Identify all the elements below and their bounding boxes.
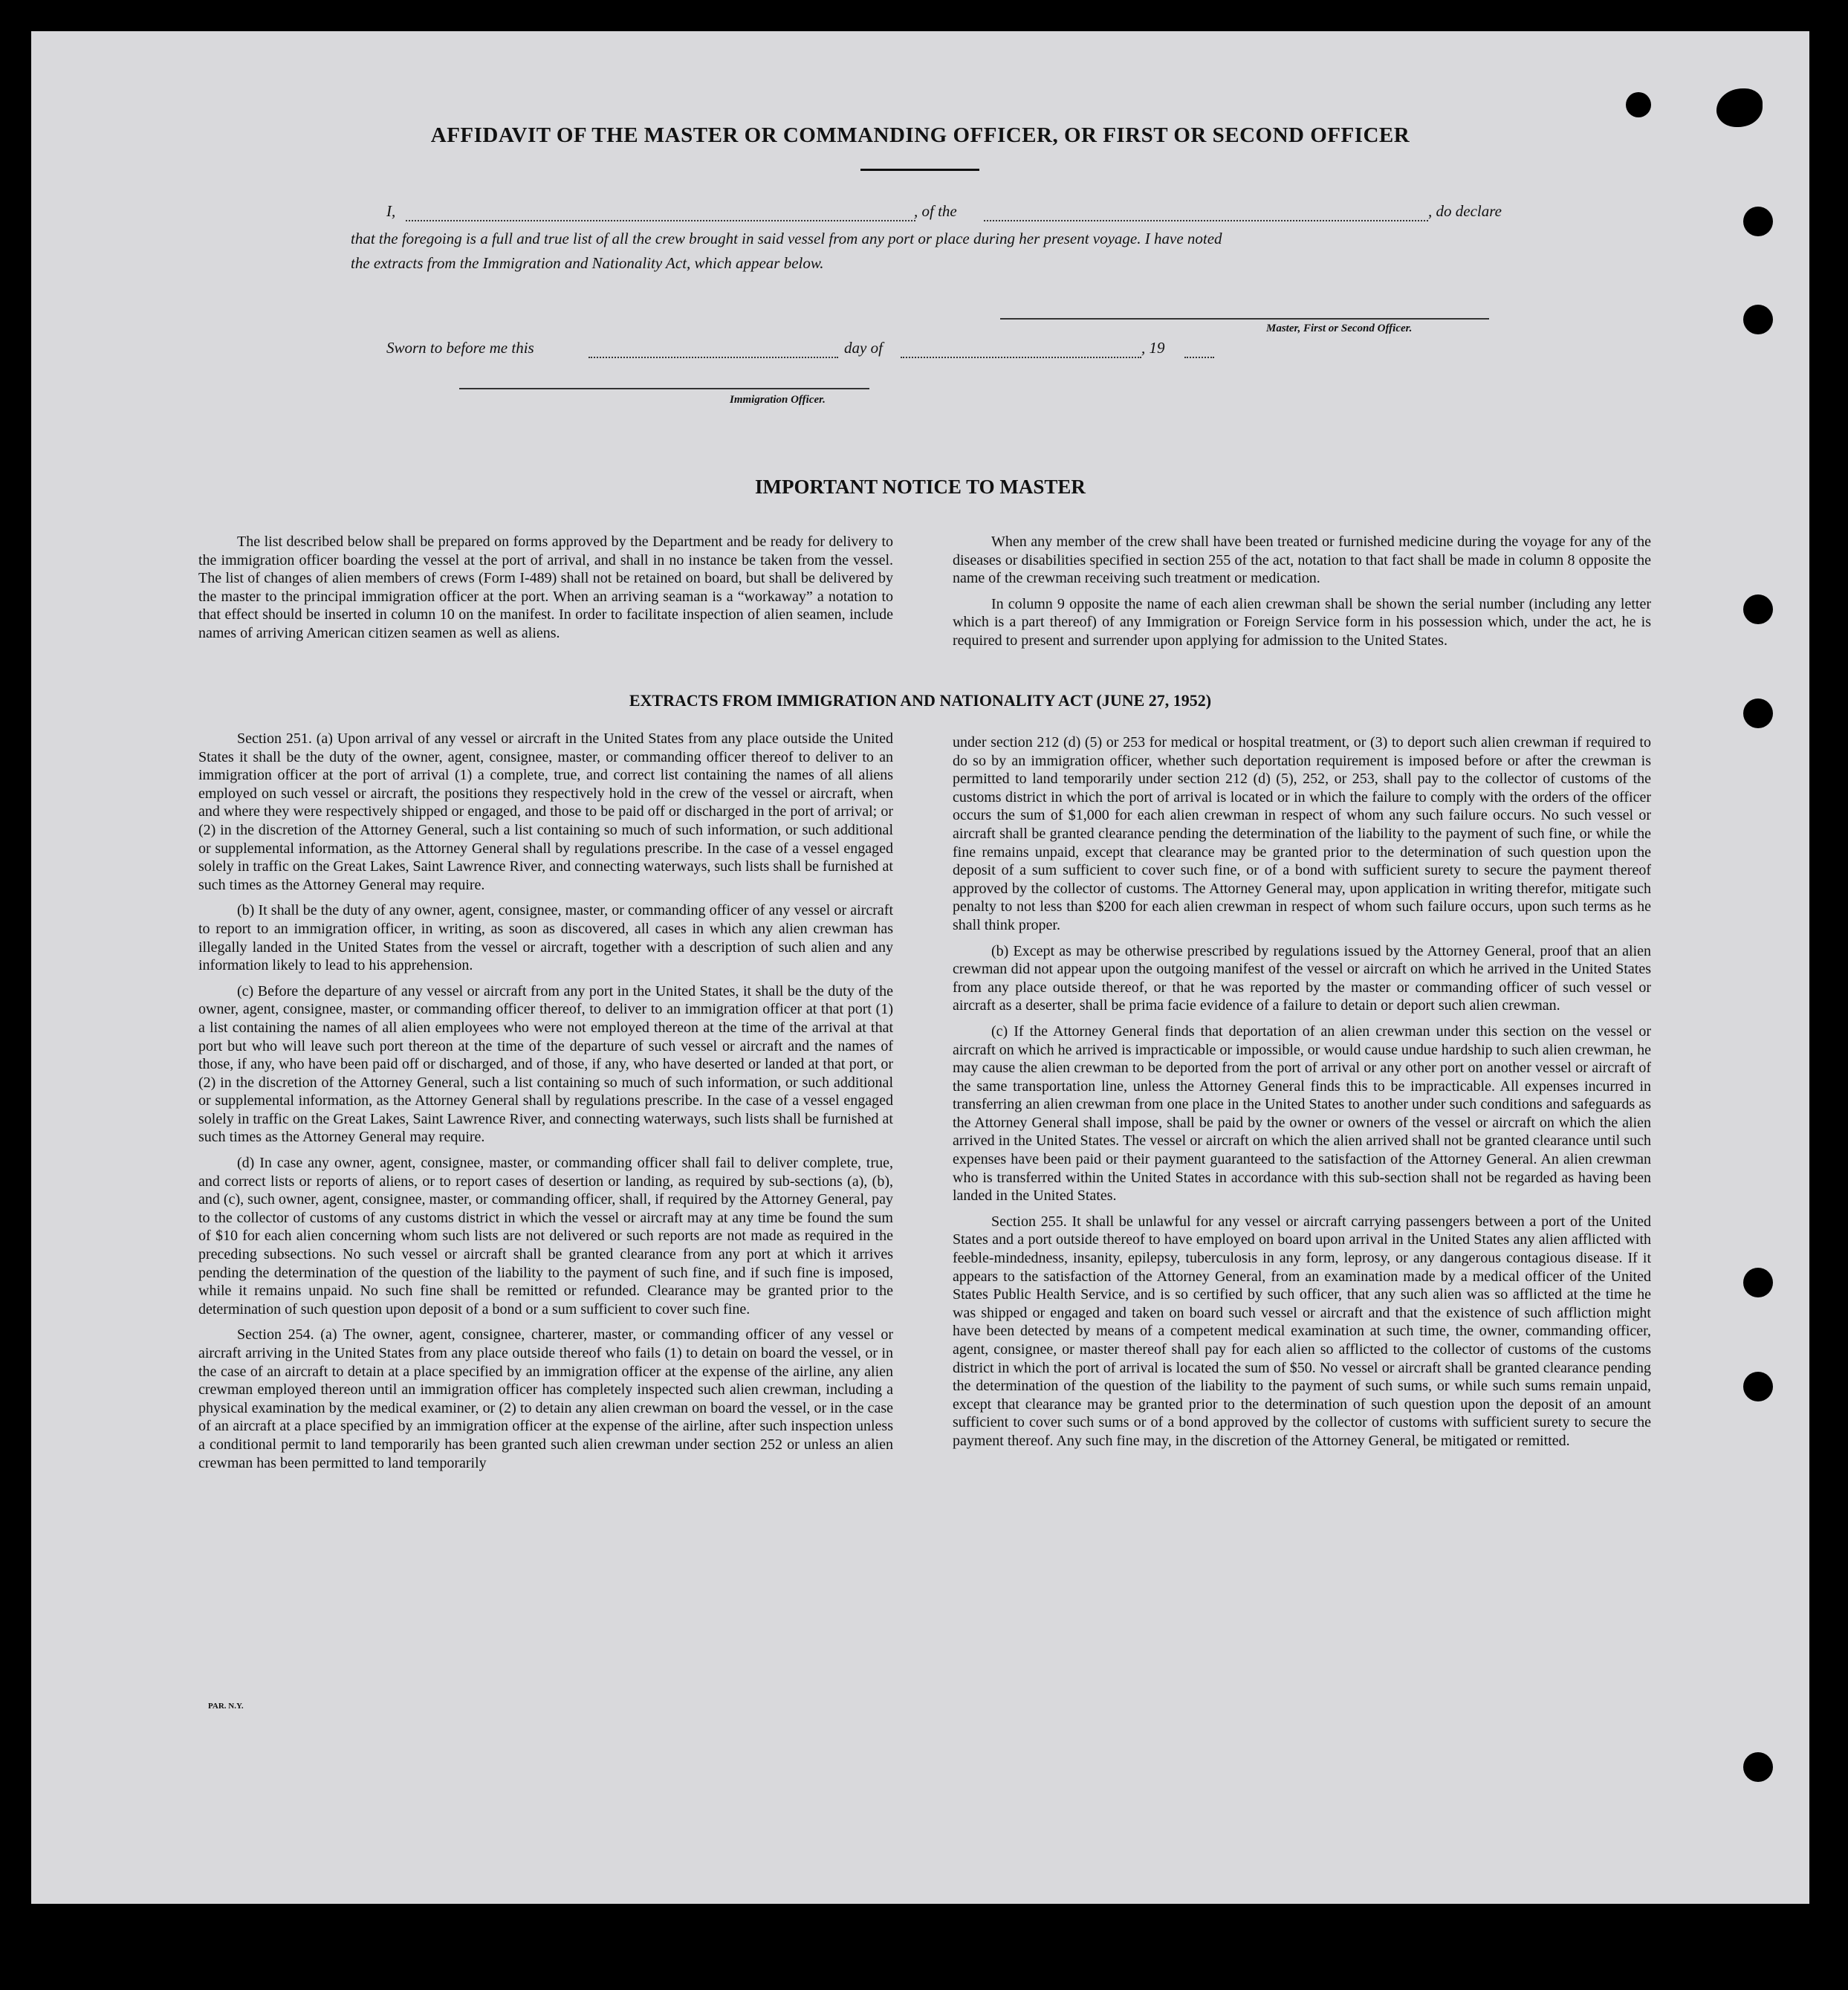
- extracts-title: EXTRACTS FROM IMMIGRATION AND NATIONALITY ACT (JUNE 27, 1952): [629, 691, 1212, 710]
- act-paragraph: (c) If the Attorney General finds that deportation of an alien crewman under this section on the vessel or aircraft on which he arrived is impracticable or impossible, or would cause undue hardship to such alien crewman, he may cause the alien crewman to be deported from the port of arrival or any other port on another vessel or aircraft of the same transportation line, unless the Attorney General finds this to be impracticable. All expenses incurred in transferring an alien crewman from one place in the United States to another under such conditions and safeguards as the Attorney General shall impose, shall be paid by the owner or owners of the vessel or aircraft on which the alien arrived in the United States. The vessel or aircraft on which the alien arrived shall not be granted clearance until such expenses have been paid or their payment guaranteed to the satisfaction of the Attorney General. An alien crewman who is transferred within the United States in accordance with this sub-section shall not be regarded as having been landed in the United States.: [953, 1022, 1651, 1205]
- notice-left-column: [198, 533, 893, 650]
- act-paragraph: (c) Before the departure of any vessel or aircraft from any port in the United States, it shall be the duty of the owner, agent, consignee, master, or commanding officer thereof, to deliver to an immigration officer at that port (1) a list containing the names of all alien employees who were not employed thereon at the time of the arrival at that port but who will leave such port thereon at the time of the departure of such vessel or aircraft and the names of those, if any, who have been paid off or discharged, and of those, if any, who have deserted or landed at that port, or (2) in the discretion of the Attorney General, such a list containing so much of such information, or such additional or supplemental information, as the Attorney General shall by regulations prescribe. In the case of a vessel engaged solely in traffic on the Great Lakes, Saint Lawrence River, and connecting waterways, such lists shall be furnished at such times as the Attorney General may require.: [198, 982, 893, 1146]
- extracts-left-column: [198, 730, 893, 1479]
- master-signature-label: Master, First or Second Officer.: [1266, 323, 1413, 334]
- binder-hole: [1743, 594, 1773, 624]
- affidavit-title: AFFIDAVIT OF THE MASTER OR COMMANDING OFFICER, OR FIRST OR SECOND OFFICER: [430, 123, 1410, 147]
- extracts-right-column: [953, 733, 1651, 1458]
- master-signature-line[interactable]: [1000, 318, 1489, 320]
- act-paragraph: Section 251. (a) Upon arrival of any vessel or aircraft in the United States from any place outside the United States it shall be the duty of the owner, agent, consignee, master, or commanding officer thereof to deliver to an immigration officer at the port of arrival (1) a complete, true, and correct list containing the names of all aliens employed on such vessel or aircraft, the positions they respectively hold in the crew of the vessel or aircraft, when and where they were respectively shipped or engaged, and those to be paid off or discharged in the port of arrival; or (2) in the discretion of the Attorney General, such a list containing so much of such information, or such additional or supplemental information, as the Attorney General shall by regulations prescribe. In the case of a vessel engaged solely in traffic on the Great Lakes, Saint Lawrence River, and connecting waterways, such lists shall be furnished at such times as the Attorney General may require.: [198, 730, 893, 893]
- act-paragraph: (b) Except as may be otherwise prescribed by regulations issued by the Attorney General, proof that an alien crewman did not appear upon the outgoing manifest of the vessel or aircraft on which he arrived in the United States from any place outside thereof, or that he was reported by the master or commanding officer of such vessel or aircraft as a deserter, shall be prima facie evidence of a failure to detain or deport such alien crewman.: [953, 942, 1651, 1014]
- form-page: [31, 31, 1809, 1904]
- binder-hole: [1743, 1752, 1773, 1782]
- act-paragraph: (d) In case any owner, agent, consignee, master, or commanding officer shall fail to deliver complete, true, and correct lists or reports of aliens, or to report cases of desertion or landing, as required by sub-sections (a), (b), and (c), such owner, agent, consignee, master, or commanding officer, shall, if required by the Attorney General, pay to the collector of customs of any customs district in which the vessel or aircraft may at any time be found the sum of $10 for each alien concerning whom such lists are not delivered or such reports are not made as required in the preceding subsections. No such vessel or aircraft shall be granted clearance from any port at which it arrives pending the determination of the question of the liability to the payment of such fine, and if such fine is imposed, while it remains unpaid. No such fine shall be remitted or refunded. Clearance may be granted prior to the determination of such question upon deposit of a bond or a sum sufficient to cover such fine.: [198, 1155, 893, 1318]
- year-field[interactable]: [1184, 357, 1214, 358]
- act-paragraph: under section 212 (d) (5) or 253 for medical or hospital treatment, or (3) to deport such alien crewman if required to do so by an immigration officer, whether such deportation requirement is imposed before or after the crewman is permitted to land temporarily under section 212 (d) (5), 252, or 253, shall pay to the collector of customs of the customs district in which the port of arrival is located or in which the failure to comply with the orders of the officer occurs the sum of $1,000 for each alien crewman in respect of whom any such failure occurs. No such vessel or aircraft shall be granted clearance pending the determination of the liability to the payment of such fine, or while the fine remains unpaid, except that clearance may be granted prior to the determination of such question upon the deposit of a sum sufficient to cover such fine, or of a bond with sufficient surety to secure the payment thereof approved by the collector of customs. The Attorney General may, upon application in writing therefor, mitigate such penalty to not less than $200 for each alien crewman in respect of whom such failure occurs, upon such terms as he shall think proper.: [953, 734, 1651, 933]
- name-field[interactable]: [406, 220, 915, 221]
- binder-hole: [1743, 207, 1773, 236]
- officer-signature-line[interactable]: [459, 388, 869, 389]
- binder-hole: [1716, 88, 1763, 127]
- notice-title: IMPORTANT NOTICE TO MASTER: [755, 476, 1086, 498]
- notice-paragraph: The list described below shall be prepared on forms approved by the Department and be ready for delivery to the immigration officer boarding the vessel at the port of arrival, and shall in no instance be taken from the vessel. The list of changes of alien members of crews (Form I-489) shall not be retained on board, but shall be delivered by the master to the principal immigration officer at the port. When an arriving seaman is a “workaway” a notation to that effect should be inserted in column 10 on the manifest. In order to facilitate inspection of alien seamen, include names of arriving American citizen seamen as well as aliens.: [198, 534, 893, 641]
- notice-paragraph: In column 9 opposite the name of each alien crewman shall be shown the serial number (including any letter which is a part thereof) of any Immigration or Foreign Service form in his possession which, under the act, he is required to present and surrender upon applying for admission to the United States.: [953, 595, 1651, 649]
- act-paragraph: (b) It shall be the duty of any owner, agent, consignee, master, or commanding officer of any vessel or aircraft to report to an immigration officer, in writing, as soon as discovered, all cases in which any alien crewman has illegally landed in the United States from the vessel or aircraft, together with a description of such alien and any information likely to lead to his apprehension.: [198, 902, 893, 974]
- affidavit-do-declare: , do declare: [1428, 202, 1502, 220]
- act-paragraph: Section 255. It shall be unlawful for any vessel or aircraft carrying passengers between a port of the United States and a port outside thereof to have employed on board upon arrival in the United States any alien afflicted with feeble-mindedness, insanity, epilepsy, tuberculosis in any form, leprosy, or any dangerous contagious disease. If it appears to the satisfaction of the Attorney General, from an examination made by a medical officer of the United States Public Health Service, and is so certified by such officer, that any such alien was so afflicted at the time he was shipped or engaged and taken on board such vessel or aircraft and that the existence of such affliction might have been detected by means of a competent medical examination at such time, the owner, commanding officer, agent, consignee, or master thereof shall pay for each alien so afflicted to the collector of customs of the customs district in which the port of arrival is located the sum of $50. No vessel or aircraft shall be granted clearance pending the determination of the question of the liability to the payment of such sums, or while such sums remain unpaid, except that clearance may be granted prior to the determination of such question upon the deposit of an amount sufficient to cover such sums or of a bond approved by the collector of customs with sufficient surety to secure the payment thereof. Any such fine may, in the discretion of the Attorney General, be mitigated or remitted.: [953, 1213, 1651, 1449]
- title-rule: [860, 169, 979, 171]
- affidavit-of-the: , of the: [914, 202, 957, 220]
- notice-right-column: [953, 533, 1651, 658]
- year-prefix-label: , 19: [1141, 339, 1165, 357]
- binder-hole: [1743, 1372, 1773, 1401]
- notice-paragraph: When any member of the crew shall have been treated or furnished medicine during the voyage for any of the diseases or disabilities specified in section 255 of the act, notation to that fact shall be made in column 8 opposite the name of the crewman receiving such treatment or medication.: [953, 534, 1651, 587]
- act-paragraph: Section 254. (a) The owner, agent, consignee, charterer, master, or commanding officer of any vessel or aircraft arriving in the United States from any place outside thereof who fails (1) to detain on board the vessel, or in the case of an aircraft to detain at a place specified by an immigration officer at the expense of the airline, any alien crewman employed thereon until an immigration officer has completely inspected such alien crewman, including a physical examination by the medical examiner, or (2) to detain any alien crewman on board the vessel, or in the case of an aircraft at a place specified by an immigration officer at the expense of the airline, after such inspection unless a conditional permit to land temporarily has been granted such alien crewman under section 252 or unless an alien crewman has been permitted to land temporarily: [198, 1326, 893, 1471]
- binder-hole: [1743, 305, 1773, 334]
- sworn-label: Sworn to before me this: [386, 339, 534, 357]
- vessel-field[interactable]: [984, 220, 1428, 221]
- officer-signature-label: Immigration Officer.: [730, 394, 826, 406]
- binder-hole: [1743, 1268, 1773, 1297]
- declaration-line-2: the extracts from the Immigration and Nationality Act, which appear below.: [351, 254, 824, 272]
- sworn-day-field[interactable]: [589, 357, 838, 358]
- printer-mark: PAR. N.Y.: [208, 1702, 244, 1711]
- declaration-line-1: that the foregoing is a full and true list of all the crew brought in said vessel from any port or place during her present voyage. I have noted: [351, 230, 1222, 247]
- affidavit-i-label: I,: [386, 202, 396, 220]
- binder-hole: [1626, 92, 1651, 117]
- day-of-label: day of: [844, 339, 883, 357]
- sworn-month-field[interactable]: [901, 357, 1141, 358]
